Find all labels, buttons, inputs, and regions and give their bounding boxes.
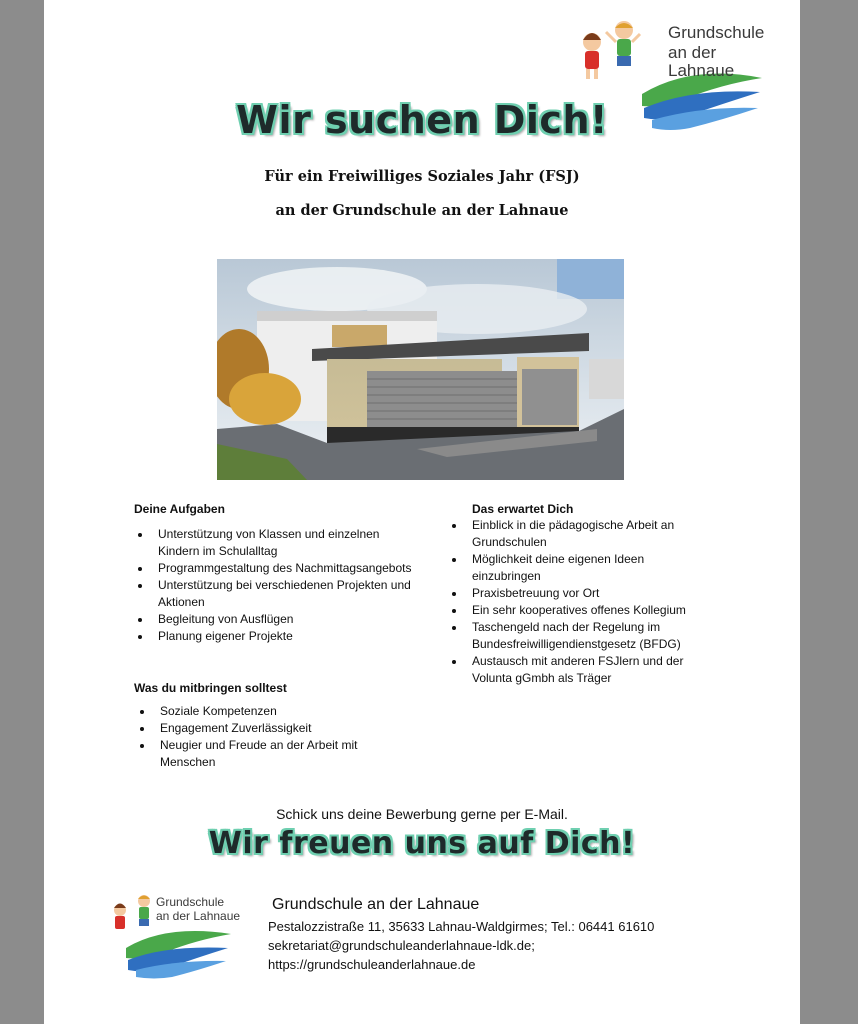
children-icon xyxy=(114,895,150,929)
list-item: Praxisbetreuung vor Ort xyxy=(446,585,716,602)
list-item: Einblick in die pädagogische Arbeit an Grundschulen xyxy=(446,517,716,551)
application-cta: Schick uns deine Bewerbung gerne per E-Mail. xyxy=(276,806,568,822)
requirements-title: Was du mitbringen solltest xyxy=(134,681,287,695)
footer-school-name: Grundschule an der Lahnaue xyxy=(272,896,480,913)
list-item: Engagement Zuverlässigkeit xyxy=(134,720,384,737)
list-item: Begleitung von Ausflügen xyxy=(132,611,412,628)
logo-name-line1: Grundschule xyxy=(668,23,765,42)
footer-logo xyxy=(106,890,256,980)
tasks-list xyxy=(132,526,412,645)
list-item: Soziale Kompetenzen xyxy=(134,703,384,720)
list-item: Möglichkeit deine eigenen Ideen einzubringen xyxy=(446,551,716,585)
footer-email[interactable]: sekretariat@grundschuleanderlahnaue-ldk.de; xyxy=(268,938,535,953)
headline: Wir suchen Dich! xyxy=(236,98,608,142)
benefits-title: Das erwartet Dich xyxy=(472,502,574,516)
tasks-title: Deine Aufgaben xyxy=(134,502,225,516)
footer-address: Pestalozzistraße 11, 35633 Lahnau-Waldgirmes; Tel.: 06441 61610 xyxy=(268,919,655,934)
list-item: Unterstützung von Klassen und einzelnen Kindern im Schulalltag xyxy=(132,526,412,560)
logo-name-line2: an der Lahnaue xyxy=(668,43,735,80)
list-item: Planung eigener Projekte xyxy=(132,628,412,645)
list-item: Taschengeld nach der Regelung im Bundesfreiwilligendienstgesetz (BFDG) xyxy=(446,619,716,653)
subtitle-line2: an der Grundschule an der Lahnaue xyxy=(275,202,569,219)
benefits-list xyxy=(446,517,716,687)
wave-icon xyxy=(126,931,231,978)
list-item: Programmgestaltung des Nachmittagsangebots xyxy=(132,560,412,577)
footer-logo-line1: Grundschule xyxy=(156,895,225,909)
school-building-photo xyxy=(217,259,624,480)
list-item: Ein sehr kooperatives offenes Kollegium xyxy=(446,602,716,619)
requirements-list xyxy=(134,703,384,771)
list-item: Austausch mit anderen FSJlern und der Volunta gGmbh als Träger xyxy=(446,653,716,687)
subtitle-line1: Für ein Freiwilliges Soziales Jahr (FSJ) xyxy=(264,168,580,185)
footer-website[interactable]: https://grundschuleanderlahnaue.de xyxy=(268,957,476,972)
list-item: Neugier und Freude an der Arbeit mit Menschen xyxy=(134,737,384,771)
closing-headline: Wir freuen uns auf Dich! xyxy=(208,826,636,861)
list-item: Unterstützung bei verschiedenen Projekten und Aktionen xyxy=(132,577,412,611)
children-icon xyxy=(583,21,640,79)
footer-logo-line2: an der Lahnaue xyxy=(156,909,241,923)
flyer-page xyxy=(44,0,800,1024)
